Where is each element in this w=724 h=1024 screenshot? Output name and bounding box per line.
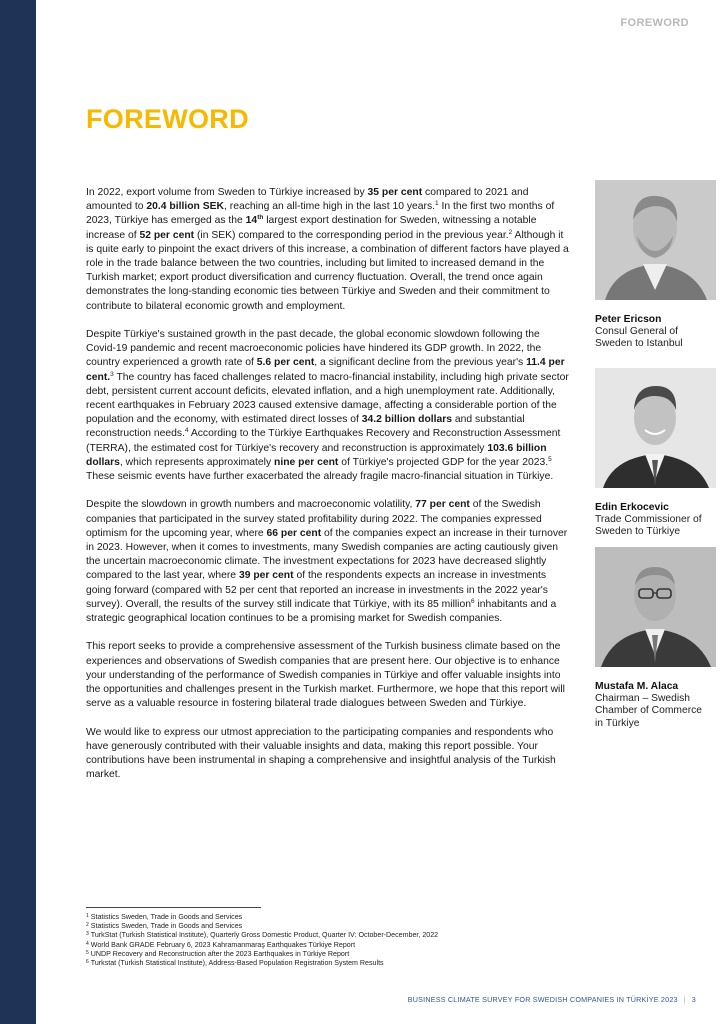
footnote-text: Turkstat (Turkish Statistical Institute), Address-Based Population Registration System Results bbox=[90, 959, 384, 968]
footer-report-title: BUSINESS CLIMATE SURVEY FOR SWEDISH COMPANIES IN TÜRKİYE 2023 bbox=[407, 995, 678, 1004]
text-run: Although it is quite early to pinpoint the exact drivers of this increase, a combination of different factors have played a role in the trade balance between the two countries, including but limited to increased demand in the Turkish market; export product diversification and currency fluctuation. Overall, the trend once again demonstrates the long-standing economic ties between Türkiye and Sweden and their commitment to contribute to bilateral economic growth and employment. bbox=[86, 229, 569, 312]
text-run: Despite Türkiye's sustained growth in the past decade, the global economic slowdown following the Covid-19 pandemic and recent macroeconomic policies have hindered its GDP growth. In 2022, the country experienced a growth rate of bbox=[86, 329, 542, 369]
portrait-peter-ericson bbox=[595, 180, 717, 351]
running-header: FOREWORD bbox=[620, 17, 689, 29]
portrait-photo bbox=[595, 547, 716, 667]
text-run: In 2022, export volume from Sweden to Türkiye increased by bbox=[86, 187, 368, 198]
portrait-mustafa-alaca bbox=[595, 547, 717, 730]
highlight-figure: 11.4 per cent bbox=[86, 357, 565, 383]
footer-separator: | bbox=[683, 995, 686, 1004]
highlight-figure: 103.6 billion dollars bbox=[86, 442, 547, 468]
text-run: of Türkiye's projected GDP for the year 2023. bbox=[338, 456, 549, 468]
footnote-ref: th bbox=[257, 214, 264, 222]
footnote-divider bbox=[86, 907, 261, 908]
text-run: , which represents approximately bbox=[119, 456, 274, 468]
page-number: 3 bbox=[691, 995, 696, 1004]
highlight-figure: 35 per cent bbox=[367, 187, 423, 198]
footnote-ref: 3 bbox=[110, 370, 114, 378]
footnote bbox=[86, 950, 438, 959]
highlight-figure: 34.2 billion dollars bbox=[361, 414, 453, 426]
footnote-number: 3 bbox=[86, 931, 89, 938]
highlight-figure: nine per cent bbox=[274, 456, 339, 468]
portrait-name: Peter Ericson bbox=[595, 314, 662, 325]
footnote bbox=[86, 913, 438, 922]
footnote-number: 6 bbox=[86, 959, 89, 966]
text-run: and substantial reconstruction needs. bbox=[86, 414, 525, 440]
highlight-figure: 14 bbox=[245, 215, 258, 227]
portrait-name: Mustafa M. Alaca bbox=[595, 681, 679, 692]
body-paragraph bbox=[86, 498, 569, 626]
text-run: compared to 2021 and amounted to bbox=[86, 187, 529, 213]
highlight-figure: . bbox=[107, 371, 111, 383]
portrait-edin-erkocevic bbox=[595, 368, 717, 539]
portraits-column bbox=[595, 180, 717, 729]
text-run: According to the Türkiye Earthquakes Recovery and Reconstruction Assessment (TERRA), the estimated cost for Türkiye's recovery and reconstruction is approximately bbox=[86, 428, 561, 454]
footnote-text: Statistics Sweden, Trade in Goods and Services bbox=[90, 913, 243, 921]
text-run: of the companies expect an increase in their turnover in 2023. However, when it comes to investments, many Swedish companies are acting cautiously given the uncertain macroeconomic climate. The investment expectations for 2023 have decreased slightly compared to the last year, where bbox=[86, 527, 568, 582]
portrait-title: Consul General of Sweden to Istanbul bbox=[595, 326, 683, 350]
footnote-ref: 1 bbox=[435, 200, 439, 208]
portrait-photo bbox=[595, 368, 716, 488]
text-run: largest export destination for Sweden, witnessing a notable increase of bbox=[86, 215, 537, 241]
page-title: FOREWORD bbox=[86, 104, 249, 134]
footnote-ref: 6 bbox=[470, 597, 475, 605]
footnote bbox=[86, 922, 438, 931]
footnote-number: 2 bbox=[86, 922, 89, 929]
footnotes bbox=[86, 913, 438, 968]
footnote bbox=[86, 959, 438, 968]
footnote-text: TurkStat (Turkish Statistical Institute), Quarterly Gross Domestic Product, Quarter IV: October-December, 2022 bbox=[90, 931, 439, 940]
footnote-ref: 2 bbox=[508, 228, 513, 236]
sidebar-band bbox=[0, 0, 36, 1024]
body-paragraph bbox=[86, 328, 569, 484]
highlight-figure: 66 per cent bbox=[266, 527, 322, 539]
text-run: Despite the slowdown in growth numbers and macroeconomic volatility, bbox=[86, 499, 416, 511]
footnote bbox=[86, 931, 438, 940]
text-run: (in SEK) compared to the corresponding period in the previous year. bbox=[194, 229, 509, 241]
body-paragraph bbox=[86, 186, 569, 314]
text-run: These seismic events have further exacerbated the already fragile macro-financial situation in Türkiye. bbox=[86, 471, 554, 483]
highlight-figure: 39 per cent bbox=[238, 570, 294, 582]
page-footer bbox=[408, 995, 696, 1004]
footnote-text: Statistics Sweden, Trade in Goods and Services bbox=[90, 922, 243, 931]
footnote-ref: 4 bbox=[184, 427, 189, 435]
portrait-title: Trade Commissioner of Sweden to Türkiye bbox=[595, 514, 702, 538]
footnote-text: UNDP Recovery and Reconstruction after the 2023 Earthquakes in Türkiye Report bbox=[90, 949, 350, 958]
footnote-number: 5 bbox=[86, 949, 89, 956]
text-run: We would like to express our utmost appreciation to the participating companies and respondents who have generously contributed with their valuable insights and data, making this report possible. Your contributions have been instrumental in shaping a comprehensive and insightful analysis of the Turkish market. bbox=[86, 726, 556, 781]
highlight-figure: 5.6 per cent bbox=[256, 357, 315, 369]
text-run: In the first two months of 2023, Türkiye has emerged as the bbox=[86, 201, 555, 227]
text-run: , a significant decline from the previous year's bbox=[314, 357, 527, 369]
body-paragraph bbox=[86, 726, 569, 783]
footnote-ref: 5 bbox=[548, 455, 552, 463]
footnote-number: 1 bbox=[86, 913, 89, 919]
portrait-title: Chairman – Swedish Chamber of Commerce in Türkiye bbox=[595, 693, 703, 729]
text-run: This report seeks to provide a comprehensive assessment of the Turkish business climate based on the experiences and observations of Swedish companies that are present here. Our objective is to enhance your understanding of the performance of Swedish companies in Türkiye and offer valuable insights into the opportunities and challenges present in the Turkish market. Furthermore, we hope that this report will serve as a valuable resource in fostering bilateral trade dialogues between Sweden and Türkiye. bbox=[86, 641, 565, 710]
footnote-text: World Bank GRADE February 6, 2023 Kahramanmaraş Earthquakes Türkiye Report bbox=[90, 940, 356, 949]
portrait-name: Edin Erkocevic bbox=[595, 502, 669, 513]
text-run: of the Swedish companies that participated in the survey stated profitability during 2022. The companies expressed optimism for the upcoming year, where bbox=[86, 499, 542, 539]
foreword-body bbox=[86, 186, 569, 797]
text-run: of the respondents expects an increase in investments going forward (compared with 52 per cent that reported an increase in investments in the 2022 year's survey). Overall, the results of the survey still indicate that Türkiye, with its 85 million bbox=[86, 570, 548, 610]
text-run: , reaching an all-time high in the last 10 years. bbox=[224, 201, 436, 213]
highlight-figure: 77 per cent bbox=[415, 499, 470, 511]
footnote-number: 4 bbox=[86, 940, 89, 947]
portrait-photo bbox=[595, 180, 716, 300]
text-run: The country has faced challenges related to macro-financial instability, including high private sector debt, persistent current account deficits, elevated inflation, and a high unemployment rate. Additionally, recent earthquakes in February 2023 caused extensive damage, affecting a considerable portion of the population and the economy, with estimated direct losses of bbox=[86, 371, 569, 426]
body-paragraph bbox=[86, 640, 569, 711]
footnote bbox=[86, 941, 438, 950]
text-run: inhabitants and a strategic geographical location continues to be a promising market for Swedish companies. bbox=[86, 598, 557, 625]
highlight-figure: 52 per cent bbox=[139, 229, 195, 241]
highlight-figure: 20.4 billion SEK bbox=[146, 201, 224, 213]
